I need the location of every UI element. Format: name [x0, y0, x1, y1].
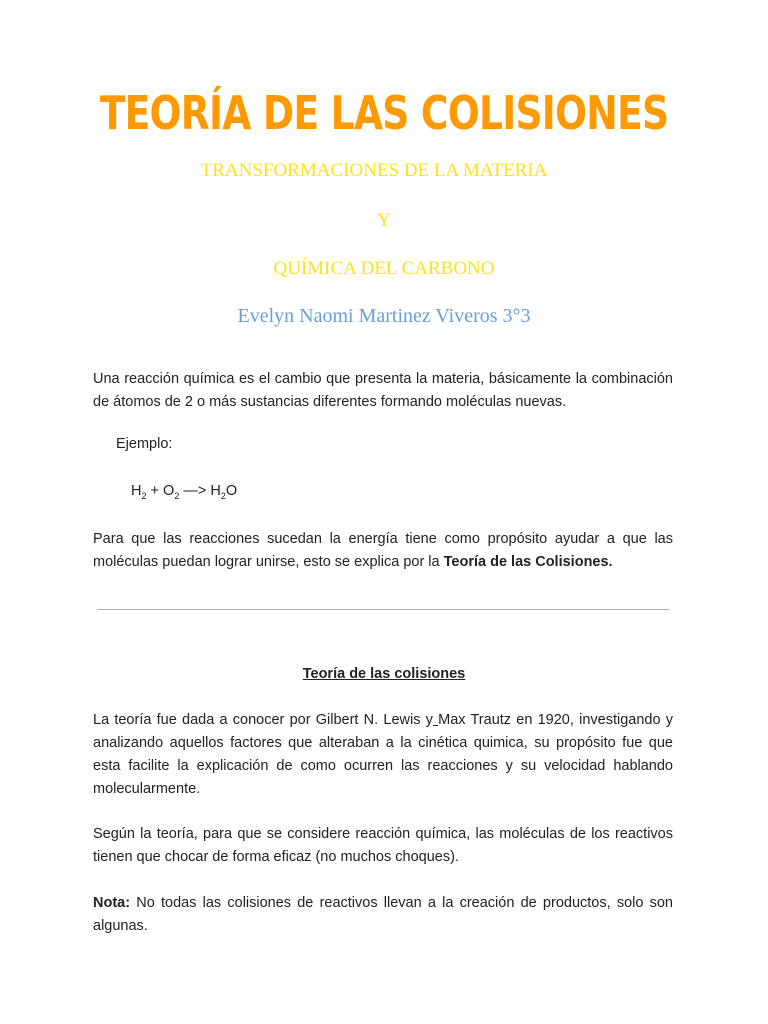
subtitle-line-3: QUÍMICA DEL CARBONO	[273, 258, 495, 279]
intro-paragraph-2-text: Para que las reacciones sucedan la energía tiene como propósito ayudar a que las moléculas puedan lograr unirse, esto se explica por la	[93, 531, 673, 570]
section-title: Teoría de las colisiones	[302, 666, 466, 682]
note-text: No todas las colisiones de reactivos llevan a la creación de productos, solo son algunas.	[93, 895, 673, 934]
formula-arrow: —>	[179, 483, 211, 499]
section-paragraph-1-a: La teoría fue dada a conocer por Gilbert N. Lewis y	[93, 712, 433, 728]
formula-reactant-2: O	[163, 483, 175, 499]
note-paragraph	[93, 892, 673, 938]
example-label: Ejemplo:	[116, 436, 173, 452]
section-paragraph-2: Según la teoría, para que se considere reacción química, las moléculas de los reactivos tienen que chocar de forma eficaz (no muchos choques).	[93, 826, 673, 865]
section-paragraph-1	[93, 709, 673, 801]
subtitle-line-1: TRANSFORMACIONES DE LA MATERIA	[200, 160, 548, 181]
subtitle-line-2: Y	[377, 210, 391, 231]
formula-product: H	[210, 483, 221, 499]
formula-product-sub: 2	[220, 490, 226, 501]
formula-reactant-2-sub: 2	[174, 490, 180, 501]
author-line: Evelyn Naomi Martinez Viveros 3°3	[237, 305, 531, 327]
formula-reactant-1: H	[131, 483, 142, 499]
document-title: TEORÍA DE LAS COLISIONES	[99, 86, 669, 140]
formula-product-rest: O	[225, 483, 238, 499]
formula-reactant-1-sub: 2	[141, 490, 147, 501]
horizontal-divider	[97, 609, 669, 610]
formula-plus: +	[146, 483, 164, 499]
intro-paragraph-2-bold: Teoría de las Colisiones.	[443, 554, 613, 570]
intro-paragraph: Una reacción química es el cambio que presenta la materia, básicamente la combinación de átomos de 2 o más sustancias diferentes formando moléculas nuevas.	[93, 371, 673, 410]
intro-paragraph-2	[93, 528, 673, 574]
note-label: Nota:	[93, 895, 131, 911]
section-paragraph-1-b: Max Trautz en 1920, investigando y analizando aquellos factores que alteraban a la cinética quimica, su propósito fue que esta facilite la explicación de como ocurren las reacciones y su velocidad hablando molecularmente.	[93, 712, 673, 797]
chemical-formula	[131, 483, 237, 501]
